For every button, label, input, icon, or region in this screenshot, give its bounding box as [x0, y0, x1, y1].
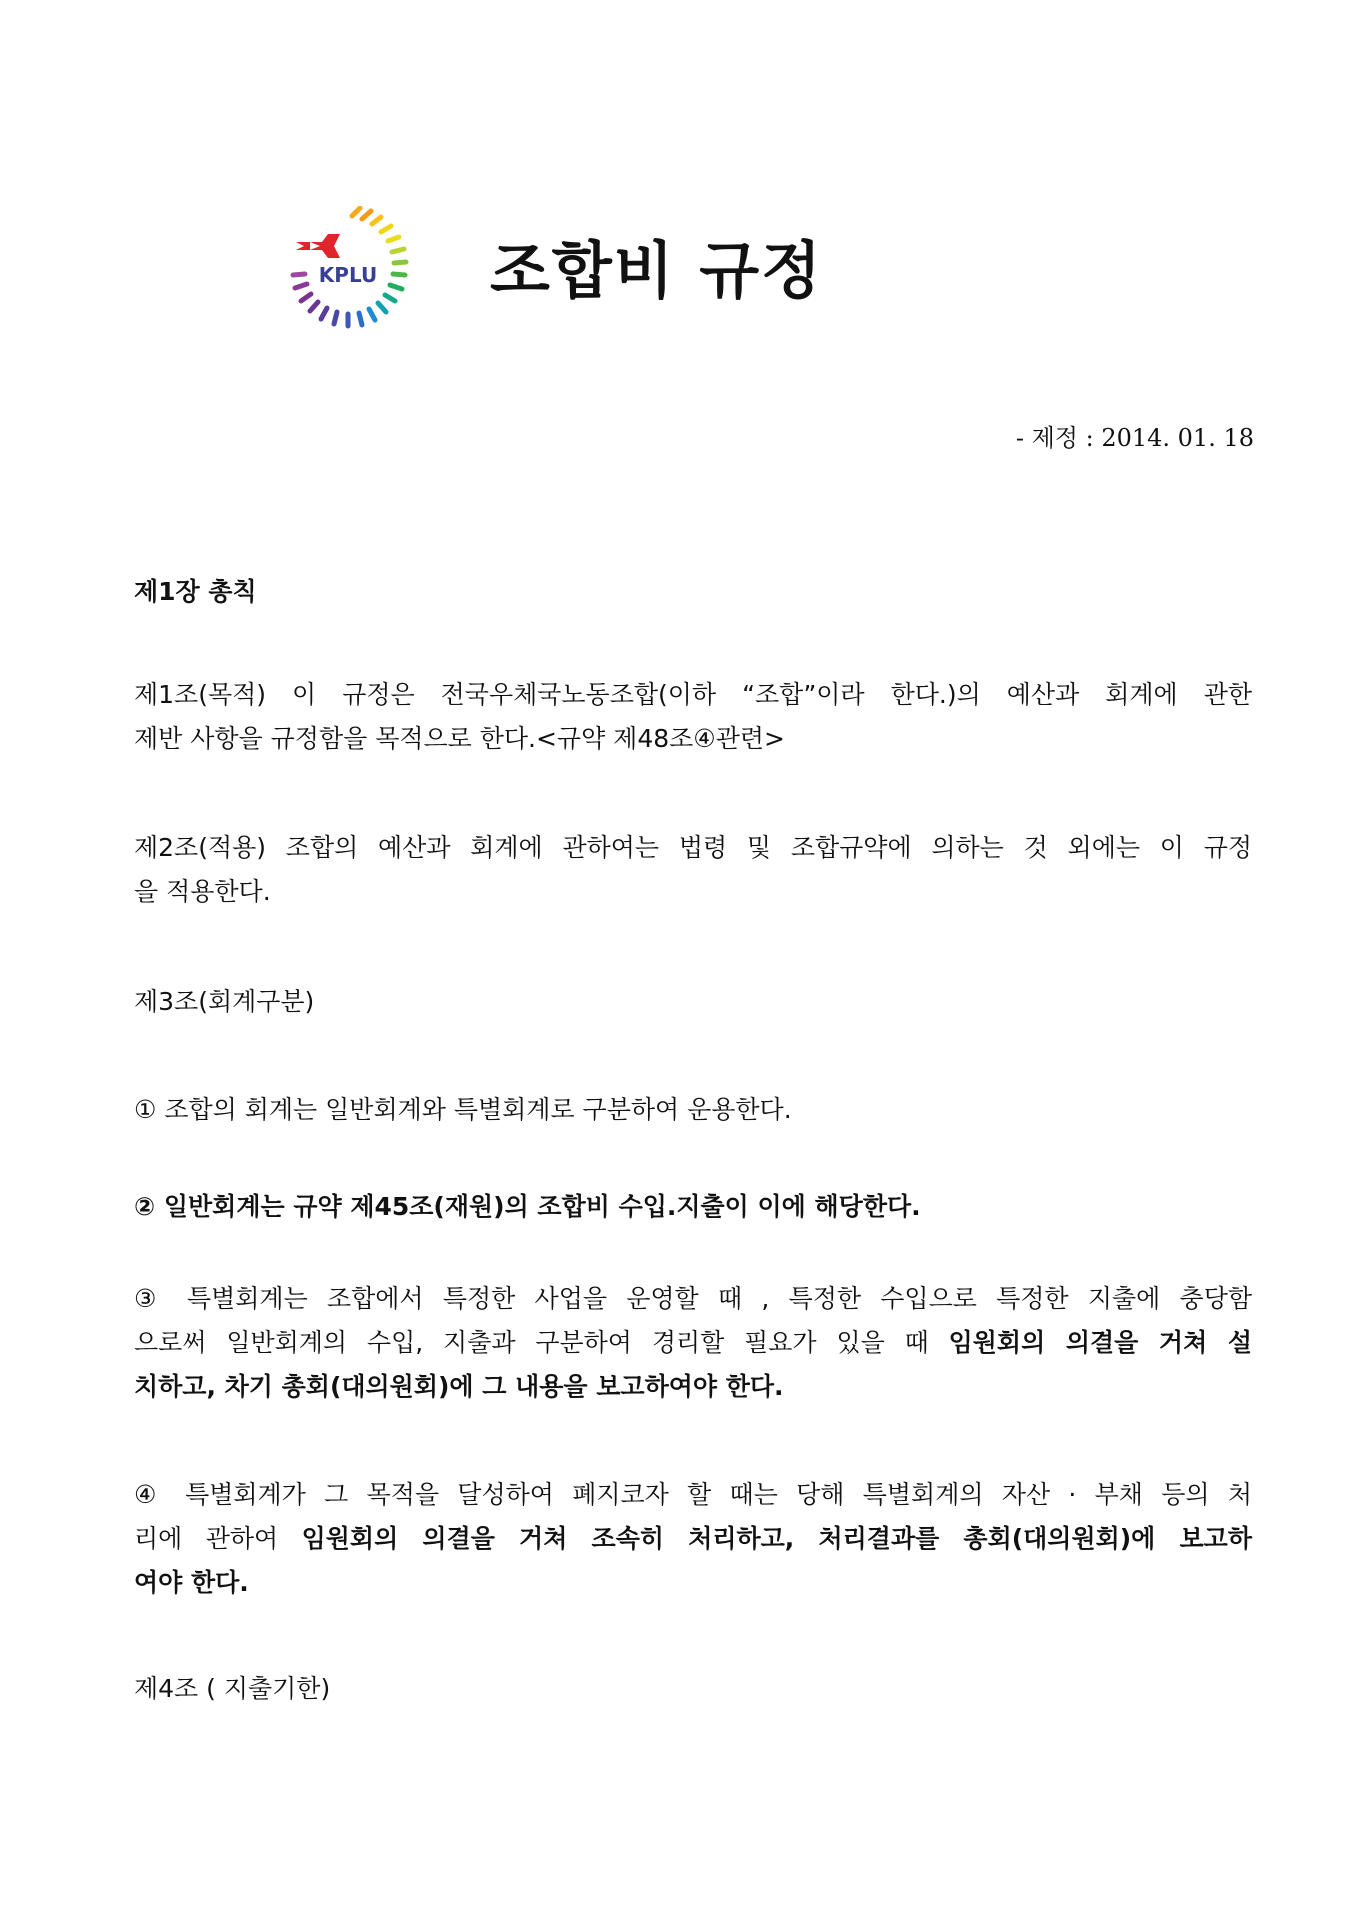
clause-3-line-3: 치하고, 차기 총회(대의원회)에 그 내용을 보고하여야 한다.: [134, 1372, 784, 1401]
article-2-line-1: 제2조(적용) 조합의 예산과 회계에 관하여는 법령 및 조합규약에 의하는 것 외에는 이 규정: [134, 833, 1252, 862]
article-2-line-2: 을 적용한다.: [134, 877, 271, 906]
clause-2-text: ② 일반회계는 규약 제45조(재원)의 조합비 수입.지출이 이에 해당한다.: [134, 1192, 921, 1221]
page-title: 조합비 규정: [490, 234, 824, 307]
kplu-logo: [282, 206, 416, 340]
clause-4-line-2-normal: 리에 관하여: [134, 1524, 302, 1553]
article-3-clause-4: [134, 1473, 1252, 1605]
clause-3-line-1: ③ 특별회계는 조합에서 특정한 사업을 운영할 때 , 특정한 수입으로 특정한 지출에 충당함: [134, 1284, 1252, 1313]
article-3-title: 제3조(회계구분): [134, 987, 315, 1016]
article-1-line-2: 제반 사항을 규정함을 목적으로 한다.<규약 제48조④관련>: [134, 724, 785, 753]
clause-3-line-2-normal: 으로써 일반회계의 수입, 지출과 구분하여 경리할 필요가 있을 때: [134, 1328, 949, 1357]
clause-4-line-2-bold: 임원회의 의결을 거쳐 조속히 처리하고, 처리결과를 총회(대의원회)에 보고하: [301, 1524, 1252, 1553]
clause-4-line-1: ④ 특별회계가 그 목적을 달성하여 폐지코자 할 때는 당해 특별회계의 자산 · 부채 등의 처: [134, 1480, 1252, 1509]
clause-4-line-2: [134, 1517, 1252, 1561]
article-3-heading: [134, 980, 1252, 1024]
article-2: [134, 826, 1252, 914]
article-1-line-1: 제1조(목적) 이 규정은 전국우체국노동조합(이하 “조합”이라 한다.)의 예산과 회계에 관한: [134, 680, 1252, 709]
clause-3-line-2-bold: 임원회의 의결을 거쳐 설: [948, 1328, 1252, 1357]
article-4-heading: [134, 1667, 1252, 1711]
article-3-clause-1: [134, 1088, 1252, 1132]
article-1: [134, 673, 1252, 761]
article-3-clause-3: [134, 1277, 1252, 1409]
logo-text: KPLU: [318, 263, 378, 287]
enactment-date: - 제정 : 2014. 01. 18: [1015, 424, 1254, 452]
clause-1-text: ① 조합의 회계는 일반회계와 특별회계로 구분하여 운용한다.: [134, 1095, 792, 1124]
chapter-title: 제1장 총칙: [134, 577, 257, 606]
clause-4-line-3: 여야 한다.: [134, 1568, 249, 1597]
chapter-heading: [134, 570, 1252, 614]
article-4-title: 제4조 ( 지출기한): [134, 1674, 331, 1703]
article-3-clause-2: [134, 1185, 1252, 1229]
clause-3-line-2: [134, 1321, 1252, 1365]
